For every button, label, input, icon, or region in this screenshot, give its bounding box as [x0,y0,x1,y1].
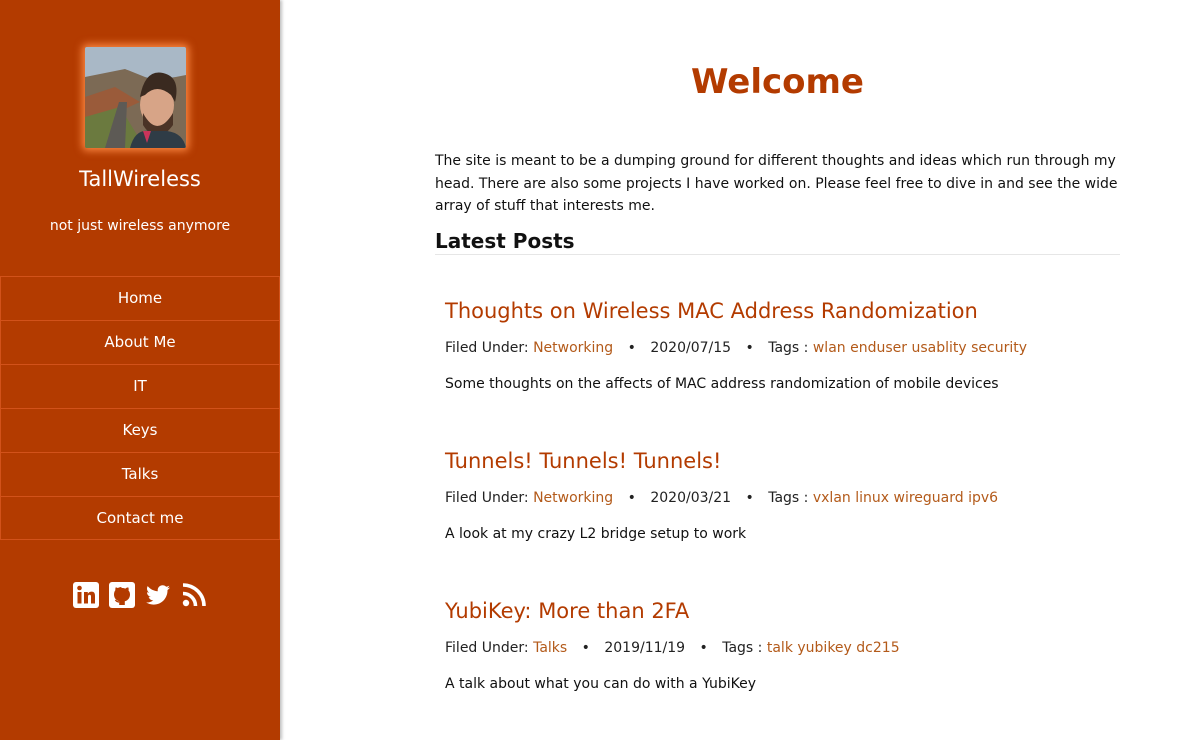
post-title-link[interactable]: Thoughts on Wireless MAC Address Randomization [445,299,978,323]
post-item [445,296,1120,394]
avatar-photo [85,47,186,148]
tags-label: Tags : [768,340,809,356]
meta-separator: • [745,490,754,506]
rss-icon[interactable] [180,581,208,609]
post-date: 2020/07/15 [650,340,732,356]
twitter-icon[interactable] [144,581,172,609]
meta-separator: • [745,340,754,356]
post-meta [445,638,1120,658]
nav-item-contact-me[interactable]: Contact me [0,496,280,540]
nav-item-about-me[interactable]: About Me [0,320,280,364]
tag-link-enduser[interactable]: enduser [850,340,908,356]
tag-link-linux[interactable]: linux [855,490,890,506]
post-title-link[interactable]: Tunnels! Tunnels! Tunnels! [445,449,722,473]
post-item [445,446,1120,544]
sidebar-nav [0,276,280,540]
site-tagline: not just wireless anymore [49,218,231,234]
post-date: 2019/11/19 [604,640,686,656]
tag-link-yubikey[interactable]: yubikey [797,640,852,656]
nav-item-talks[interactable]: Talks [0,452,280,496]
post-category-link[interactable]: Networking [533,340,614,356]
meta-separator: • [581,640,590,656]
tag-link-wireguard[interactable]: wireguard [893,490,964,506]
sidebar [0,0,280,740]
post-date: 2020/03/21 [650,490,732,506]
filed-under-label: Filed Under: [445,640,529,656]
post-item [445,596,1120,694]
latest-posts-heading: Latest Posts [435,229,1120,255]
post-summary: Some thoughts on the affects of MAC address randomization of mobile devices [445,376,999,392]
post-category-link[interactable]: Talks [533,640,568,656]
post-summary: A look at my crazy L2 bridge setup to work [445,526,747,542]
post-category-link[interactable]: Networking [533,490,614,506]
post-summary: A talk about what you can do with a YubiKey [445,676,757,692]
post-title-link[interactable]: YubiKey: More than 2FA [445,599,690,623]
social-links [72,581,208,611]
avatar[interactable] [85,47,186,148]
tag-link-ipv6[interactable]: ipv6 [968,490,999,506]
tag-link-security[interactable]: security [971,340,1028,356]
tag-link-talk[interactable]: talk [766,640,793,656]
post-meta [445,338,1120,358]
meta-separator: • [699,640,708,656]
tag-link-usablity[interactable]: usablity [911,340,967,356]
intro-text: The site is meant to be a dumping ground for different thoughts and ideas which run through my head. There are also some projects I have worked on. Please feel free to dive in and see the wide array of stuff that interests me. [435,153,1118,214]
filed-under-label: Filed Under: [445,340,529,356]
meta-separator: • [627,340,636,356]
github-icon[interactable] [108,581,136,609]
linkedin-icon[interactable] [72,581,100,609]
meta-separator: • [627,490,636,506]
tags-label: Tags : [722,640,763,656]
nav-item-it[interactable]: IT [0,364,280,408]
site-title[interactable]: TallWireless [79,167,201,191]
tags-label: Tags : [768,490,809,506]
tag-link-wlan[interactable]: wlan [812,340,846,356]
filed-under-label: Filed Under: [445,490,529,506]
page-title: Welcome [690,62,864,102]
tag-link-vxlan[interactable]: vxlan [812,490,851,506]
nav-item-keys[interactable]: Keys [0,408,280,452]
post-meta [445,488,1120,508]
nav-item-home[interactable]: Home [0,276,280,320]
tag-link-dc215[interactable]: dc215 [856,640,900,656]
